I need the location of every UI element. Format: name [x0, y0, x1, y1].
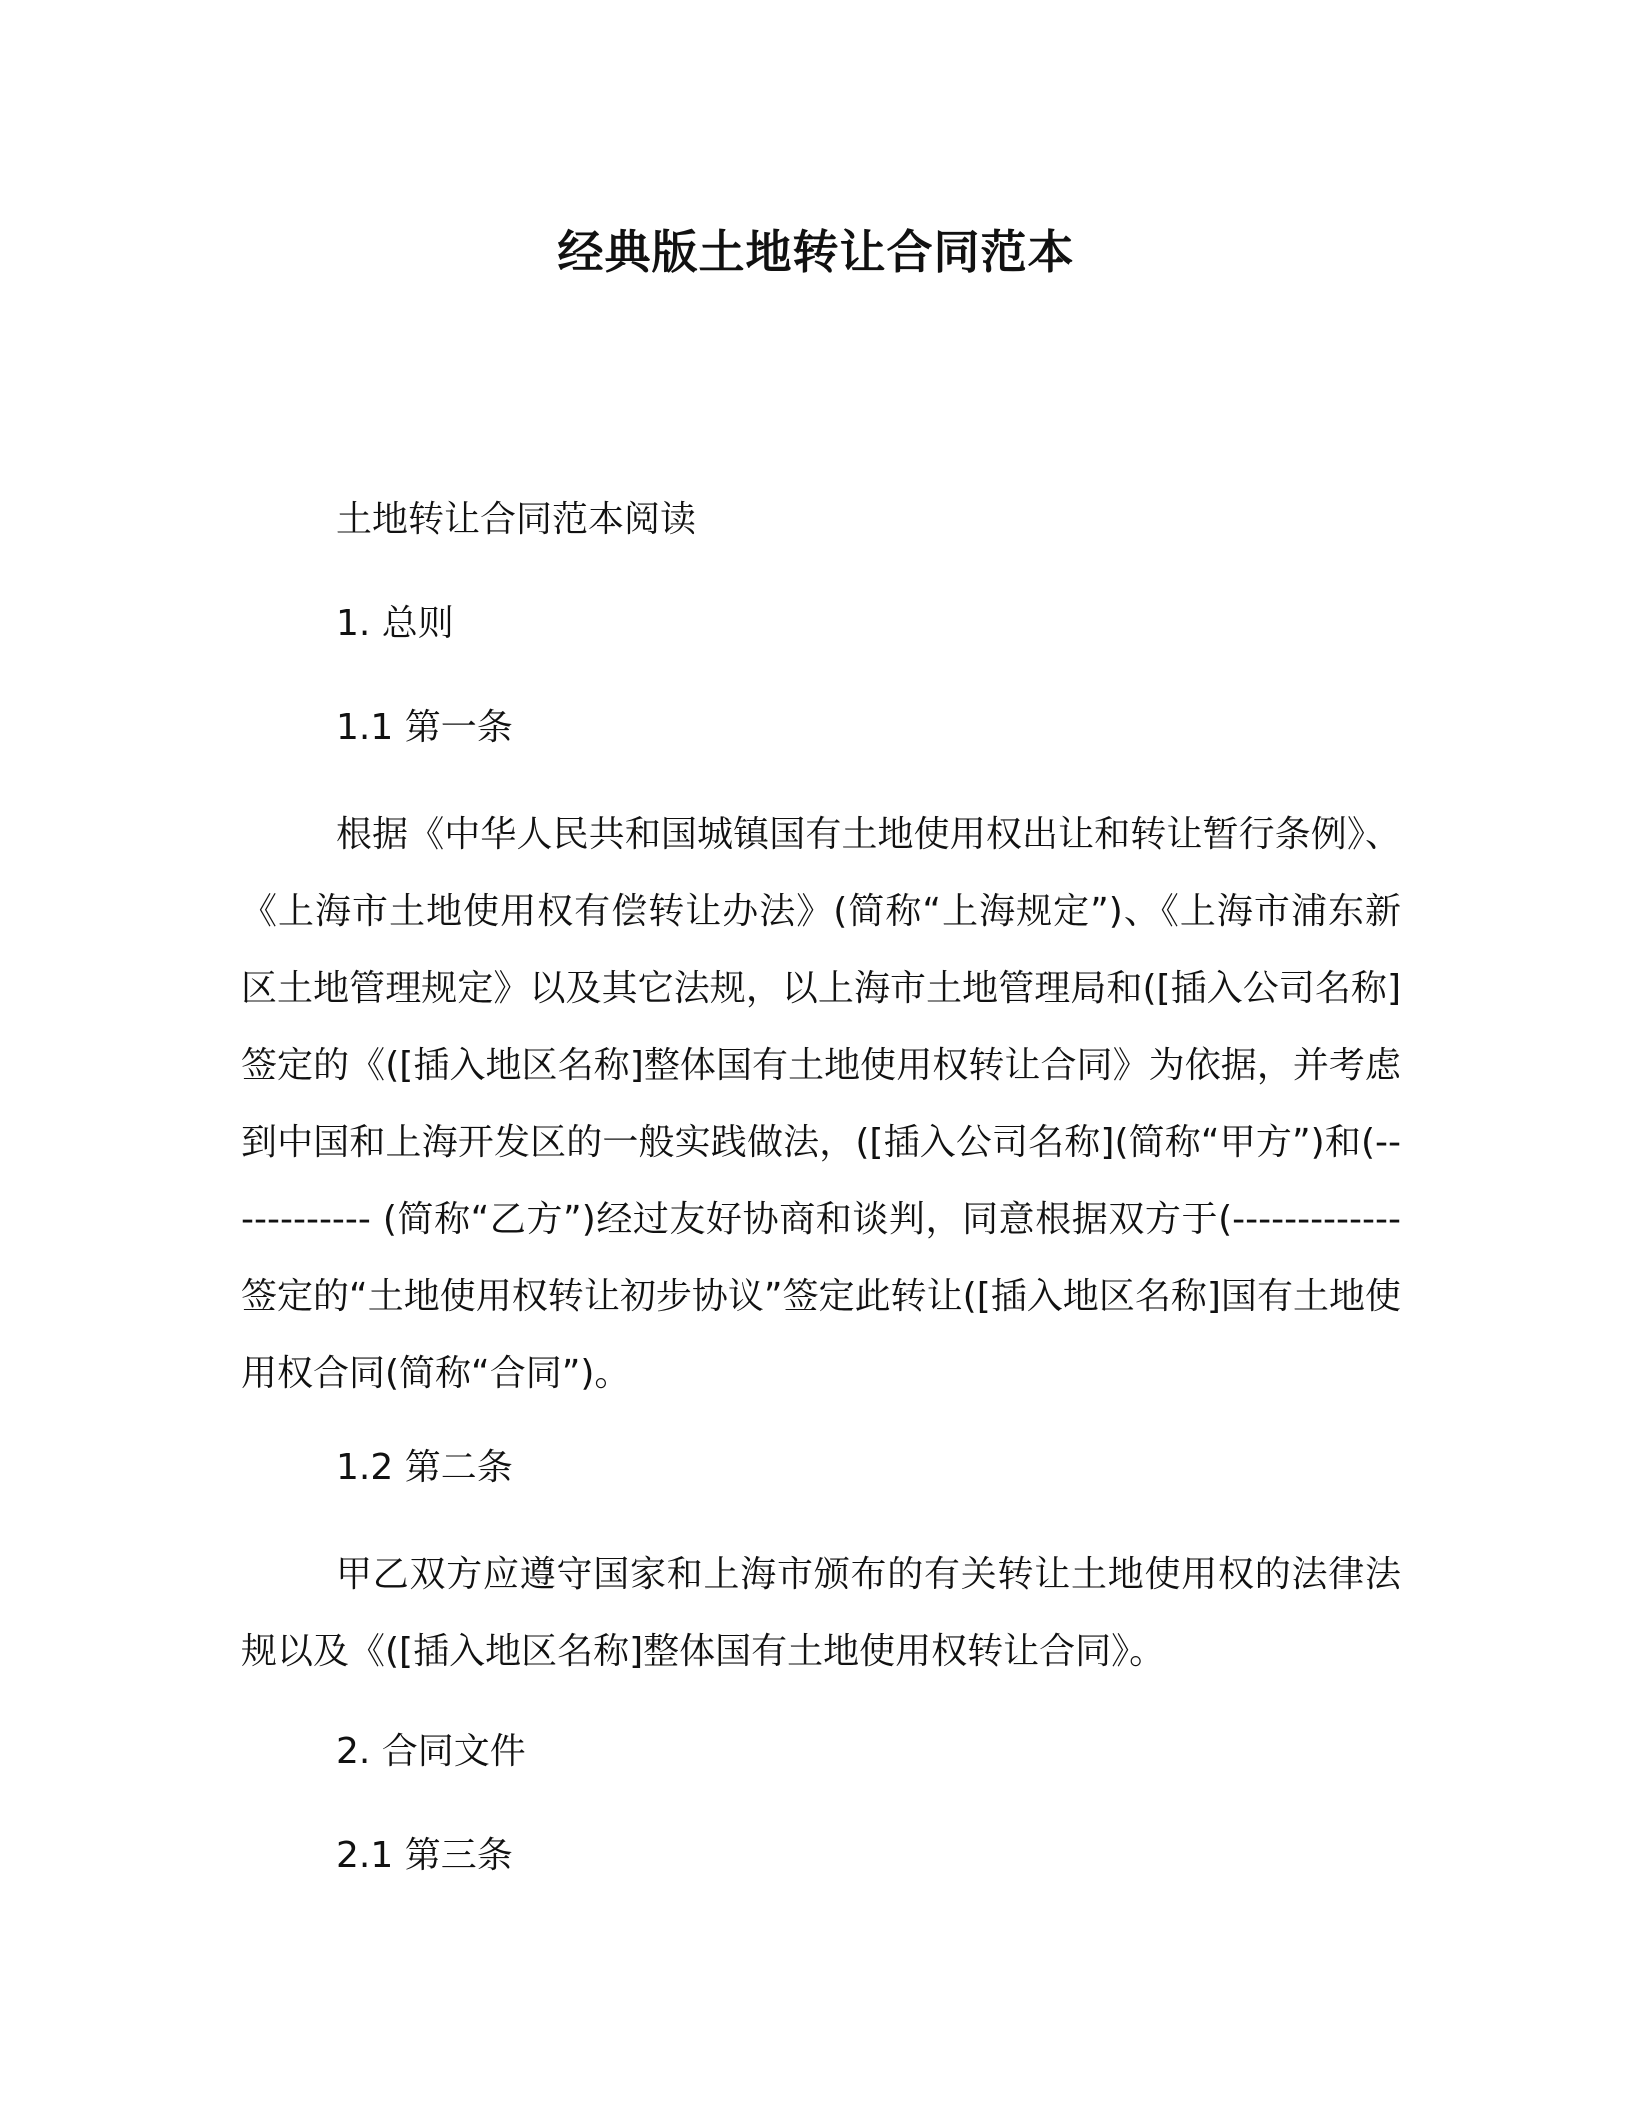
document-subtitle: 土地转让合同范本阅读 — [336, 499, 697, 540]
article-heading-2-1: 2.1 第三条 — [336, 1835, 513, 1876]
section-heading-contract-documents: 2. 合同文件 — [336, 1731, 526, 1772]
article-text-1-1: 根据《中华人民共和国城镇国有土地使用权出让和转让暂行条例》、《上海市土地使用权有偿转让办法》(简称“上海规定”)、《上海市浦东新区土地管理规定》以及其它法规，以上海市土地管理局和([插入公司名称]签定的《([插入地区名称]整体国有土地使用权转让合同》为依据，并考虑到中国和上海开发区的一般实践做法，([插入公司名称](简称“甲方”)和(------------ (简称“乙方”)经过友好协商和谈判，同意根据双方于(-------------签定的“土地使用权转让初步协议”签定此转让([插入地区名称]国有土地使用权合同(简称“合同”)。 — [241, 814, 1401, 1394]
document-title: 经典版土地转让合同范本 — [557, 225, 1075, 279]
article-heading-1-2: 1.2 第二条 — [336, 1447, 513, 1488]
article-text-1-2: 甲乙双方应遵守国家和上海市颁布的有关转让土地使用权的法律法规以及《([插入地区名称]整体国有土地使用权转让合同》。 — [241, 1554, 1401, 1672]
article-heading-1-1: 1.1 第一条 — [336, 707, 513, 748]
section-heading-general: 1. 总则 — [336, 603, 454, 644]
